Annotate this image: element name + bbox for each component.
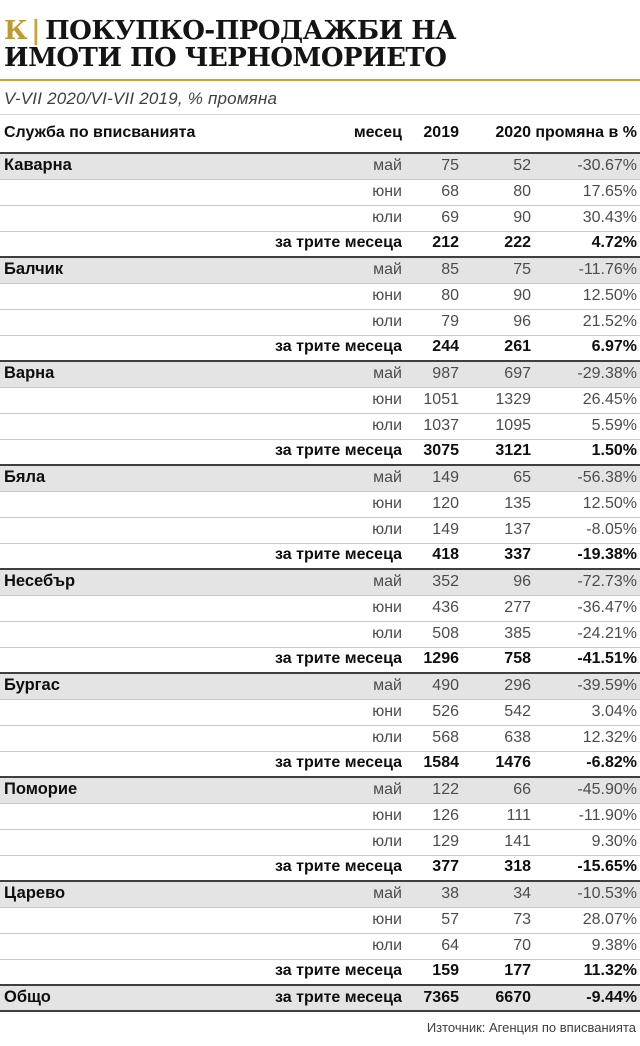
section-total-row — [0, 543, 640, 569]
town-cell: Поморие — [0, 777, 236, 803]
value-2020-cell: 542 — [459, 699, 531, 725]
change-cell: -29.38% — [531, 361, 640, 387]
month-cell: юли — [236, 829, 402, 855]
value-2020-cell: 90 — [459, 205, 531, 231]
value-2019-cell: 1037 — [402, 413, 459, 439]
change-cell: -11.76% — [531, 257, 640, 283]
table-row — [0, 933, 640, 959]
col-header-registry-office: Служба по вписванията — [0, 115, 236, 154]
month-cell: май — [236, 673, 402, 699]
change-cell: 26.45% — [531, 387, 640, 413]
title-line-1: ПОКУПКО-ПРОДАЖБИ НА — [45, 16, 456, 46]
value-2020-cell: 70 — [459, 933, 531, 959]
value-2020-cell: 337 — [459, 543, 531, 569]
table-row — [0, 803, 640, 829]
change-cell: -72.73% — [531, 569, 640, 595]
town-cell — [0, 829, 236, 855]
value-2019-cell: 436 — [402, 595, 459, 621]
value-2020-cell: 141 — [459, 829, 531, 855]
value-2020-cell: 111 — [459, 803, 531, 829]
table-row — [0, 569, 640, 595]
value-2019-cell: 7365 — [402, 985, 459, 1011]
col-header-2019: 2019 — [402, 115, 459, 154]
month-cell: за трите месеца — [236, 985, 402, 1011]
value-2020-cell: 385 — [459, 621, 531, 647]
town-cell: Каварна — [0, 153, 236, 179]
change-cell: -19.38% — [531, 543, 640, 569]
town-cell — [0, 933, 236, 959]
month-cell: юни — [236, 907, 402, 933]
month-cell: за трите месеца — [236, 439, 402, 465]
town-cell — [0, 959, 236, 985]
value-2020-cell: 80 — [459, 179, 531, 205]
change-cell: -11.90% — [531, 803, 640, 829]
table-row — [0, 621, 640, 647]
value-2019-cell: 508 — [402, 621, 459, 647]
page-title — [0, 14, 640, 72]
town-cell — [0, 179, 236, 205]
table-row — [0, 257, 640, 283]
town-cell — [0, 413, 236, 439]
month-cell: май — [236, 257, 402, 283]
value-2020-cell: 96 — [459, 309, 531, 335]
month-cell: юли — [236, 725, 402, 751]
month-cell: юни — [236, 803, 402, 829]
value-2020-cell: 66 — [459, 777, 531, 803]
month-cell: за трите месеца — [236, 751, 402, 777]
month-cell: за трите месеца — [236, 543, 402, 569]
value-2019-cell: 352 — [402, 569, 459, 595]
town-cell — [0, 751, 236, 777]
town-cell — [0, 335, 236, 361]
value-2020-cell: 277 — [459, 595, 531, 621]
town-cell — [0, 907, 236, 933]
value-2020-cell: 96 — [459, 569, 531, 595]
table-row — [0, 595, 640, 621]
month-cell: за трите месеца — [236, 647, 402, 673]
table-row — [0, 361, 640, 387]
town-cell: Несебър — [0, 569, 236, 595]
month-cell: май — [236, 153, 402, 179]
value-2019-cell: 75 — [402, 153, 459, 179]
change-cell: -10.53% — [531, 881, 640, 907]
value-2019-cell: 244 — [402, 335, 459, 361]
section-total-row — [0, 335, 640, 361]
month-cell: юни — [236, 595, 402, 621]
value-2019-cell: 1051 — [402, 387, 459, 413]
change-cell: 9.38% — [531, 933, 640, 959]
town-cell — [0, 283, 236, 309]
value-2020-cell: 638 — [459, 725, 531, 751]
month-cell: юли — [236, 205, 402, 231]
value-2019-cell: 149 — [402, 465, 459, 491]
month-cell: май — [236, 361, 402, 387]
value-2019-cell: 418 — [402, 543, 459, 569]
value-2020-cell: 90 — [459, 283, 531, 309]
month-cell: юни — [236, 283, 402, 309]
town-cell: Варна — [0, 361, 236, 387]
table-row — [0, 387, 640, 413]
change-cell: 1.50% — [531, 439, 640, 465]
table-row — [0, 673, 640, 699]
value-2020-cell: 34 — [459, 881, 531, 907]
value-2019-cell: 1584 — [402, 751, 459, 777]
table-row — [0, 777, 640, 803]
town-cell — [0, 387, 236, 413]
town-cell — [0, 543, 236, 569]
value-2019-cell: 526 — [402, 699, 459, 725]
section-total-row — [0, 751, 640, 777]
section-total-row — [0, 439, 640, 465]
month-cell: юли — [236, 413, 402, 439]
value-2020-cell: 1476 — [459, 751, 531, 777]
table-row — [0, 309, 640, 335]
month-cell: май — [236, 465, 402, 491]
value-2020-cell: 3121 — [459, 439, 531, 465]
town-cell — [0, 621, 236, 647]
town-cell: Бяла — [0, 465, 236, 491]
town-cell — [0, 647, 236, 673]
town-cell: Царево — [0, 881, 236, 907]
table-row — [0, 881, 640, 907]
value-2019-cell: 57 — [402, 907, 459, 933]
brand-logo: К — [4, 16, 28, 46]
value-2019-cell: 80 — [402, 283, 459, 309]
data-table — [0, 114, 640, 1012]
town-cell: Общо — [0, 985, 236, 1011]
change-cell: -30.67% — [531, 153, 640, 179]
month-cell: юни — [236, 387, 402, 413]
table-body — [0, 153, 640, 1011]
change-cell: -15.65% — [531, 855, 640, 881]
value-2019-cell: 64 — [402, 933, 459, 959]
table-row — [0, 205, 640, 231]
change-cell: 12.32% — [531, 725, 640, 751]
value-2019-cell: 568 — [402, 725, 459, 751]
town-cell — [0, 309, 236, 335]
value-2019-cell: 129 — [402, 829, 459, 855]
month-cell: юли — [236, 517, 402, 543]
value-2020-cell: 75 — [459, 257, 531, 283]
month-cell: юни — [236, 491, 402, 517]
table-row — [0, 491, 640, 517]
value-2019-cell: 68 — [402, 179, 459, 205]
change-cell: 12.50% — [531, 491, 640, 517]
month-cell: за трите месеца — [236, 855, 402, 881]
change-cell: 4.72% — [531, 231, 640, 257]
value-2019-cell: 122 — [402, 777, 459, 803]
grand-total-row — [0, 985, 640, 1011]
town-cell — [0, 803, 236, 829]
change-cell: -56.38% — [531, 465, 640, 491]
value-2019-cell: 377 — [402, 855, 459, 881]
value-2020-cell: 135 — [459, 491, 531, 517]
subtitle: V-VII 2020/VI-VII 2019, % промяна — [4, 89, 278, 108]
table-row — [0, 699, 640, 725]
table-row — [0, 465, 640, 491]
month-cell: юли — [236, 309, 402, 335]
month-cell: за трите месеца — [236, 335, 402, 361]
value-2020-cell: 177 — [459, 959, 531, 985]
town-cell — [0, 595, 236, 621]
table-row — [0, 283, 640, 309]
title-line-2: ИМОТИ ПО ЧЕРНОМОРИЕТО — [4, 43, 447, 73]
table-header — [0, 115, 640, 154]
change-cell: -36.47% — [531, 595, 640, 621]
month-cell: юни — [236, 179, 402, 205]
change-cell: -41.51% — [531, 647, 640, 673]
value-2019-cell: 212 — [402, 231, 459, 257]
value-2020-cell: 261 — [459, 335, 531, 361]
month-cell: юли — [236, 621, 402, 647]
col-header-2020: 2020 — [459, 115, 531, 154]
town-cell — [0, 205, 236, 231]
source-note: Източник: Агенция по вписванията — [426, 1020, 636, 1035]
section-total-row — [0, 959, 640, 985]
change-cell: 6.97% — [531, 335, 640, 361]
month-cell: за трите месеца — [236, 231, 402, 257]
change-cell: -9.44% — [531, 985, 640, 1011]
town-cell — [0, 491, 236, 517]
month-cell: юли — [236, 933, 402, 959]
value-2019-cell: 79 — [402, 309, 459, 335]
month-cell: май — [236, 569, 402, 595]
change-cell: -6.82% — [531, 751, 640, 777]
change-cell: 11.32% — [531, 959, 640, 985]
change-cell: -24.21% — [531, 621, 640, 647]
town-cell — [0, 725, 236, 751]
town-cell — [0, 855, 236, 881]
town-cell — [0, 699, 236, 725]
col-header-change-pct: промяна в % — [531, 115, 640, 154]
table-row — [0, 413, 640, 439]
town-cell: Бургас — [0, 673, 236, 699]
change-cell: -8.05% — [531, 517, 640, 543]
header-row — [0, 115, 640, 154]
change-cell: 12.50% — [531, 283, 640, 309]
section-total-row — [0, 647, 640, 673]
table-row — [0, 907, 640, 933]
value-2019-cell: 987 — [402, 361, 459, 387]
value-2019-cell: 38 — [402, 881, 459, 907]
value-2020-cell: 222 — [459, 231, 531, 257]
section-total-row — [0, 231, 640, 257]
change-cell: -39.59% — [531, 673, 640, 699]
table-row — [0, 517, 640, 543]
value-2020-cell: 296 — [459, 673, 531, 699]
town-cell — [0, 517, 236, 543]
month-cell: май — [236, 777, 402, 803]
town-cell: Балчик — [0, 257, 236, 283]
change-cell: 30.43% — [531, 205, 640, 231]
change-cell: 17.65% — [531, 179, 640, 205]
change-cell: 5.59% — [531, 413, 640, 439]
town-cell — [0, 439, 236, 465]
value-2019-cell: 126 — [402, 803, 459, 829]
value-2020-cell: 65 — [459, 465, 531, 491]
col-header-month: месец — [236, 115, 402, 154]
value-2020-cell: 52 — [459, 153, 531, 179]
change-cell: 3.04% — [531, 699, 640, 725]
town-cell — [0, 231, 236, 257]
value-2019-cell: 490 — [402, 673, 459, 699]
table-row — [0, 829, 640, 855]
section-total-row — [0, 855, 640, 881]
value-2019-cell: 120 — [402, 491, 459, 517]
value-2020-cell: 73 — [459, 907, 531, 933]
change-cell: 28.07% — [531, 907, 640, 933]
value-2020-cell: 6670 — [459, 985, 531, 1011]
value-2020-cell: 697 — [459, 361, 531, 387]
value-2020-cell: 1095 — [459, 413, 531, 439]
value-2019-cell: 85 — [402, 257, 459, 283]
change-cell: -45.90% — [531, 777, 640, 803]
value-2020-cell: 318 — [459, 855, 531, 881]
table-row — [0, 153, 640, 179]
value-2019-cell: 69 — [402, 205, 459, 231]
value-2020-cell: 137 — [459, 517, 531, 543]
change-cell: 21.52% — [531, 309, 640, 335]
change-cell: 9.30% — [531, 829, 640, 855]
value-2019-cell: 159 — [402, 959, 459, 985]
value-2019-cell: 149 — [402, 517, 459, 543]
value-2019-cell: 3075 — [402, 439, 459, 465]
table-row — [0, 179, 640, 205]
table-row — [0, 725, 640, 751]
month-cell: за трите месеца — [236, 959, 402, 985]
brand-separator-bar: | — [31, 16, 41, 46]
month-cell: май — [236, 881, 402, 907]
value-2020-cell: 1329 — [459, 387, 531, 413]
month-cell: юни — [236, 699, 402, 725]
value-2020-cell: 758 — [459, 647, 531, 673]
value-2019-cell: 1296 — [402, 647, 459, 673]
